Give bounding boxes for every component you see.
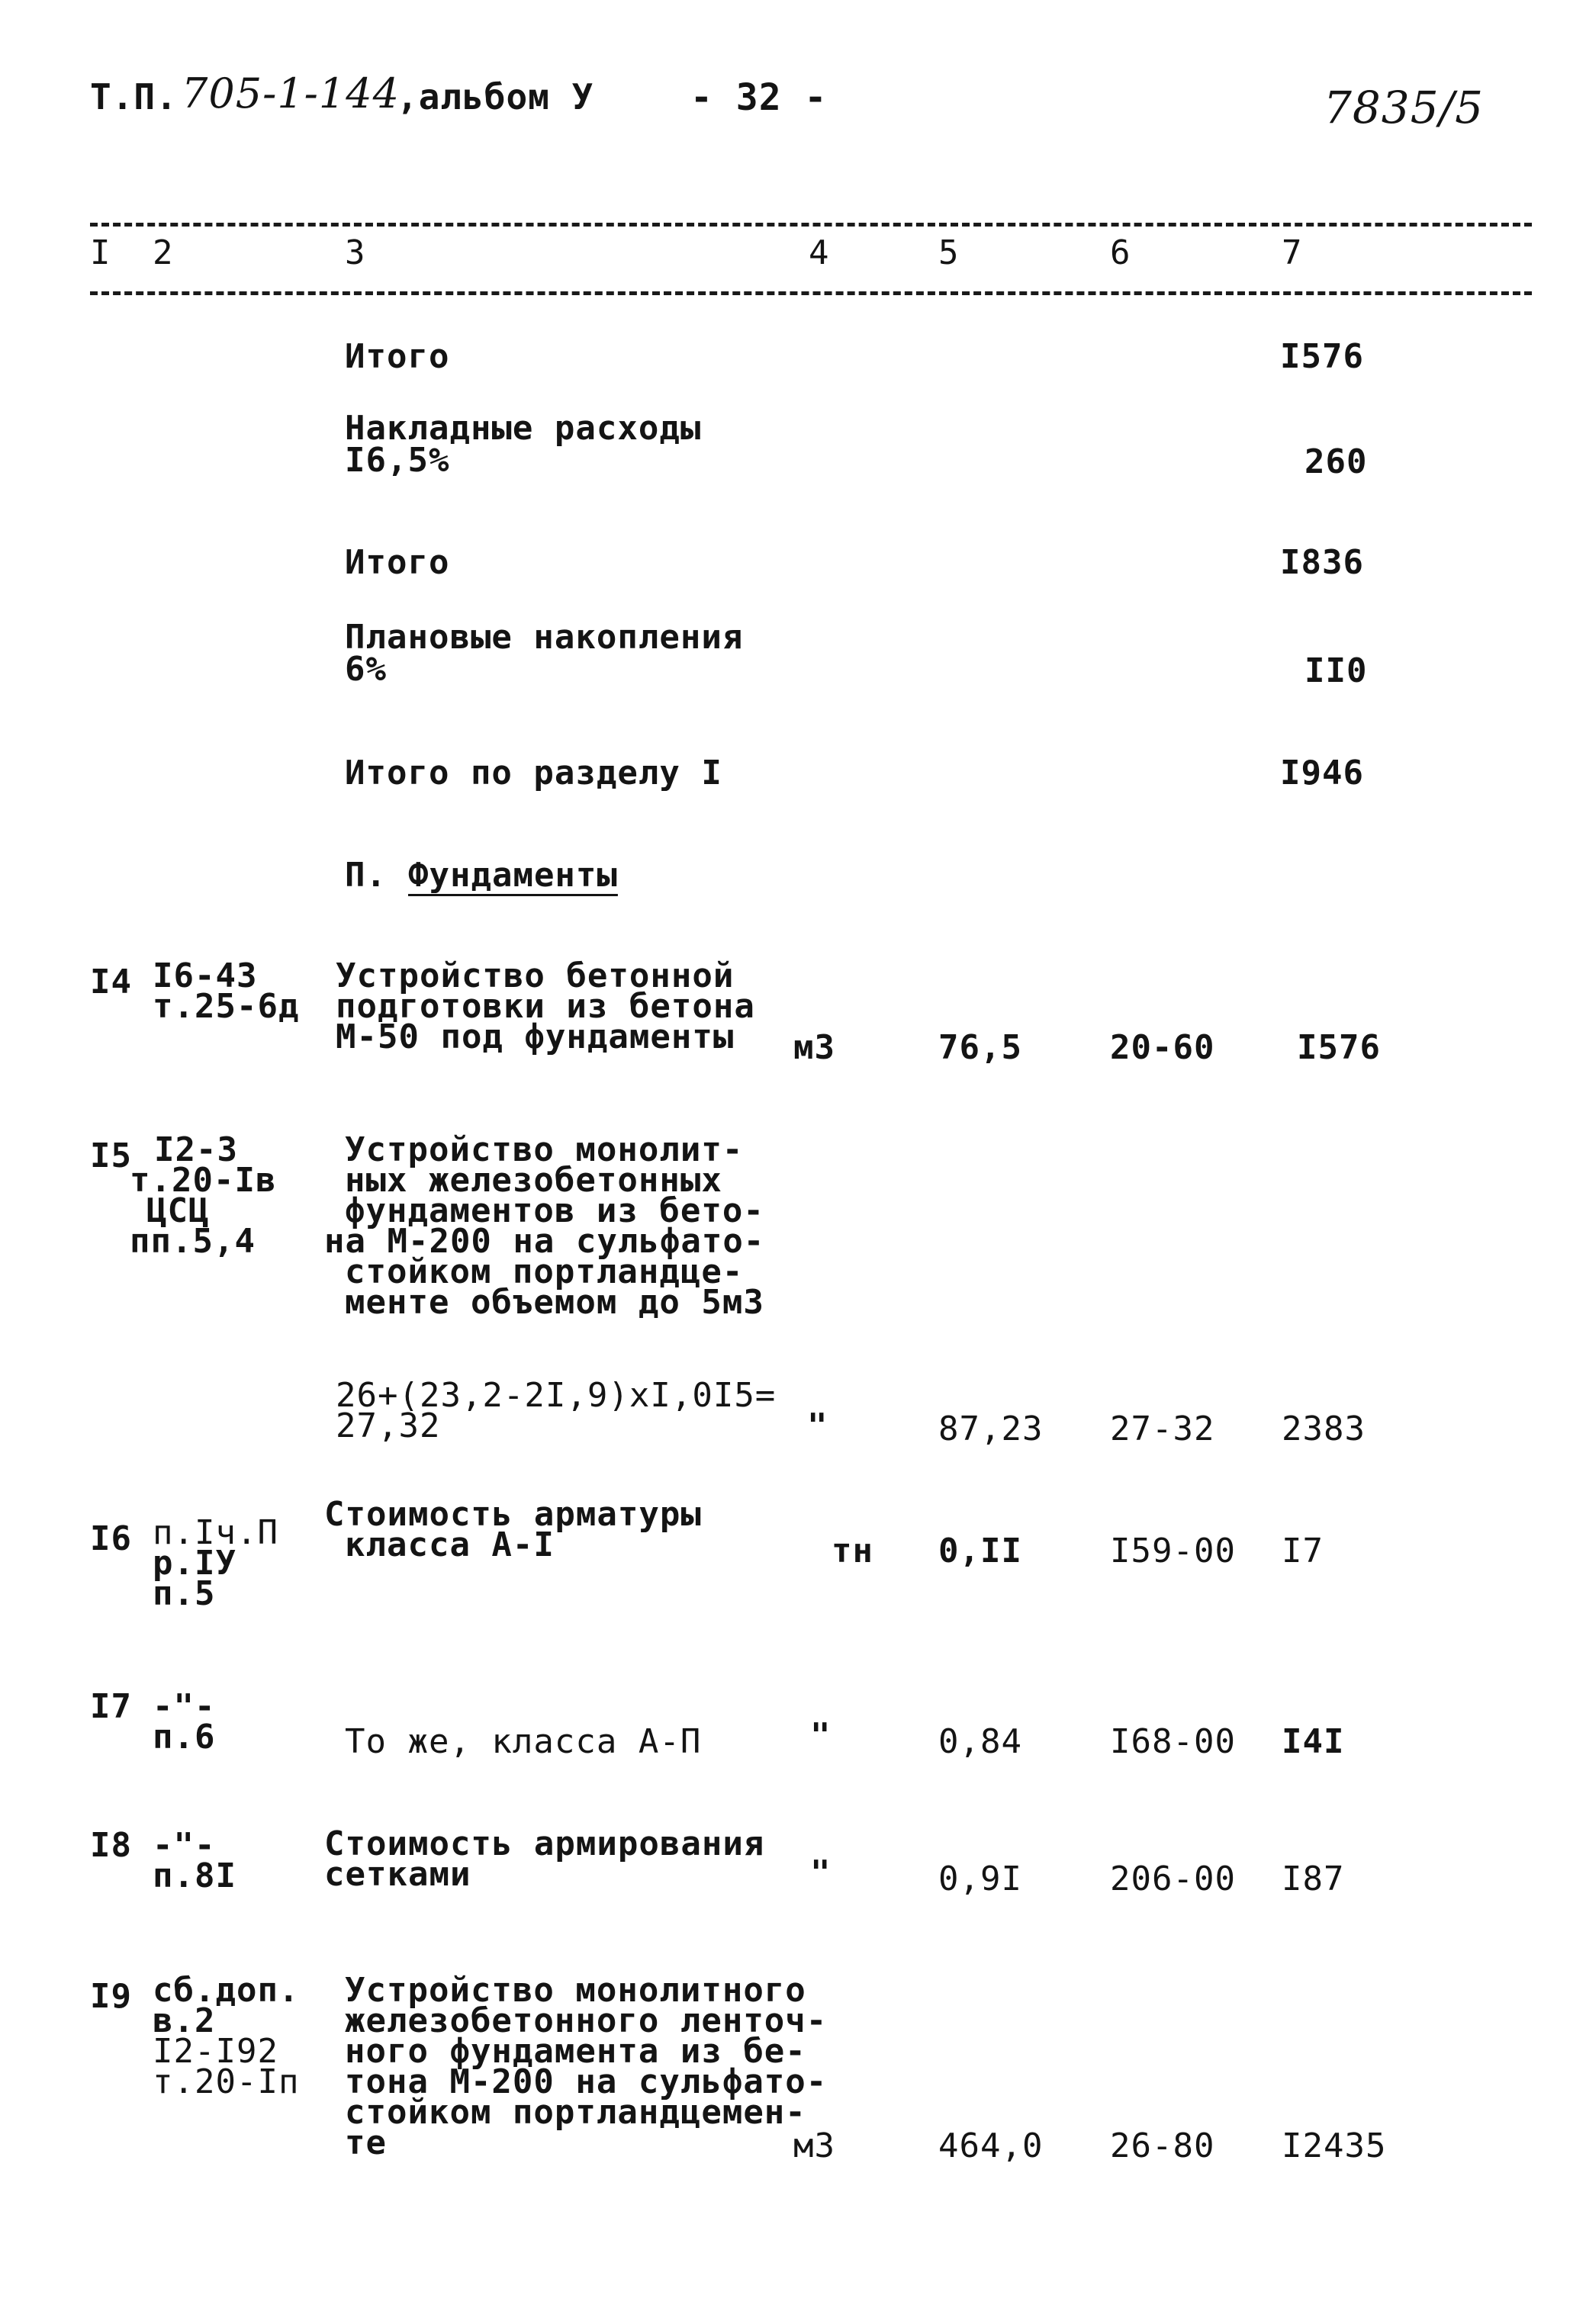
description-line: тона М-200 на сульфато- — [345, 2062, 828, 2101]
row-unit: " — [807, 1406, 828, 1445]
description-line: на М-200 на сульфато- — [324, 1222, 765, 1261]
description-line: менте объемом до 5м3 — [345, 1283, 764, 1322]
row-quantity: 0,9I — [938, 1860, 1022, 1898]
col-header-3: 3 — [345, 233, 366, 272]
row-reference — [153, 956, 300, 1026]
description-line: сетками — [324, 1855, 471, 1894]
reference-line: т.20-Iп — [153, 2062, 300, 2101]
summary-sub: I6,5% — [345, 441, 450, 480]
row-total: I2435 — [1282, 2126, 1387, 2165]
description-line: Стоимость армирования — [324, 1824, 765, 1863]
reference-line: п.Iч.П — [153, 1513, 278, 1552]
row-description — [324, 1824, 765, 1894]
handwritten-stamp: 7835/5 — [1324, 82, 1485, 133]
summary-label: Итого по разделу I — [345, 754, 722, 792]
summary-total: 260 — [1305, 442, 1368, 481]
reference-line: -"- — [153, 1687, 216, 1726]
row-total: I7 — [1282, 1532, 1324, 1570]
reference-line: т.25-6д — [153, 987, 300, 1026]
description-line: Устройство монолит- — [345, 1130, 744, 1169]
row-reference — [153, 1513, 278, 1613]
row-number: I7 — [90, 1687, 132, 1726]
summary-label: Итого — [345, 543, 450, 582]
summary-label: Накладные расходы — [345, 409, 702, 448]
reference-line: п.8I — [153, 1856, 236, 1895]
row-reference — [130, 1130, 277, 1261]
row-number: I6 — [90, 1519, 132, 1558]
row-number: I9 — [90, 1977, 132, 2016]
summary-label: Итого — [345, 337, 450, 376]
description-line: Устройство бетонной — [336, 956, 735, 995]
description-line: стойком портландцемен- — [345, 2093, 806, 2132]
description-line: Устройство монолитного — [345, 1971, 806, 2010]
reference-line: I6-43 — [153, 956, 258, 995]
description-line: класса А-I — [345, 1525, 555, 1564]
reference-line: -"- — [153, 1826, 216, 1865]
row-number: I4 — [90, 963, 132, 1001]
col-header-2: 2 — [153, 233, 174, 272]
doc-prefix: Т.П. — [90, 76, 178, 117]
reference-line: ЦСЦ — [146, 1191, 210, 1230]
col-header-5: 5 — [938, 233, 960, 272]
row-description: То же, класса А-П — [345, 1722, 702, 1761]
row-unit: тн — [832, 1532, 873, 1570]
album-label: ,альбом У — [397, 76, 594, 117]
section-title: Фундаменты — [408, 856, 618, 895]
row-reference — [153, 1971, 300, 2101]
row-quantity: 76,5 — [938, 1028, 1022, 1067]
row-reference — [153, 1687, 216, 1757]
col-header-1: I — [90, 233, 111, 272]
reference-line: в.2 — [153, 2001, 216, 2040]
row-total: 2383 — [1282, 1410, 1366, 1448]
reference-line: п.6 — [153, 1718, 216, 1757]
reference-line: I2-3 — [154, 1130, 238, 1169]
summary-total: II0 — [1305, 651, 1368, 690]
handwritten-project-number: 705-1-144 — [182, 69, 400, 117]
row-total: I576 — [1297, 1028, 1381, 1067]
description-line: М-50 под фундаменты — [336, 1017, 735, 1056]
row-unit: м3 — [793, 1028, 835, 1067]
description-line: фундаментов из бето- — [345, 1191, 764, 1230]
reference-line: I2-I92 — [153, 2032, 278, 2071]
row-total: I87 — [1282, 1860, 1345, 1898]
row-description — [324, 1495, 702, 1564]
row-unit: м3 — [793, 2126, 835, 2165]
calculation-line: 26+(23,2-2I,9)xI,0I5= — [336, 1376, 777, 1415]
col-header-4: 4 — [809, 233, 830, 272]
row-unit-price: I68-00 — [1110, 1722, 1236, 1761]
summary-total: I946 — [1280, 754, 1364, 792]
reference-line: сб.доп. — [153, 1971, 300, 2010]
row-unit-price: 26-80 — [1110, 2126, 1215, 2165]
description-line: стойком портландце- — [345, 1252, 744, 1291]
section-number: П. — [345, 856, 387, 895]
description-line: Стоимость арматуры — [324, 1495, 702, 1534]
row-unit-price: 206-00 — [1110, 1860, 1236, 1898]
reference-line: р.IУ — [153, 1544, 236, 1583]
row-number: I8 — [90, 1826, 132, 1865]
row-reference — [153, 1826, 236, 1895]
description-line: ных железобетонных — [345, 1161, 722, 1200]
row-unit-price: I59-00 — [1110, 1532, 1236, 1570]
col-header-6: 6 — [1110, 233, 1131, 272]
description-line: подготовки из бетона — [336, 987, 755, 1026]
row-unit-price: 20-60 — [1110, 1028, 1215, 1067]
reference-line: т.20-Iв — [130, 1161, 277, 1200]
calculation-line: 27,32 — [336, 1406, 441, 1445]
summary-label: Плановые накопления — [345, 618, 744, 657]
row-calculation — [336, 1376, 777, 1445]
row-description — [345, 1971, 828, 2162]
description-line: те — [345, 2123, 387, 2162]
summary-total: I836 — [1280, 543, 1364, 582]
row-description — [324, 1130, 765, 1322]
header-top-rule — [90, 223, 1532, 227]
row-quantity: 0,II — [938, 1532, 1022, 1570]
row-description — [336, 956, 755, 1056]
row-unit: " — [810, 1716, 832, 1755]
row-unit-price: 27-32 — [1110, 1410, 1215, 1448]
page-number: - 32 - — [690, 76, 828, 119]
row-unit: " — [810, 1853, 832, 1892]
description-line: ного фундамента из бе- — [345, 2032, 806, 2071]
summary-total: I576 — [1280, 337, 1364, 376]
description-line: железобетонного ленточ- — [345, 2001, 828, 2040]
row-total: I4I — [1282, 1722, 1345, 1761]
col-header-7: 7 — [1282, 233, 1303, 272]
row-number: I5 — [90, 1136, 132, 1175]
row-quantity: 464,0 — [938, 2126, 1044, 2165]
row-quantity: 0,84 — [938, 1722, 1022, 1761]
row-quantity: 87,23 — [938, 1410, 1044, 1448]
header-bottom-rule — [90, 291, 1532, 295]
reference-line: пп.5,4 — [130, 1222, 256, 1261]
reference-line: п.5 — [153, 1574, 216, 1613]
summary-sub: 6% — [345, 650, 387, 689]
